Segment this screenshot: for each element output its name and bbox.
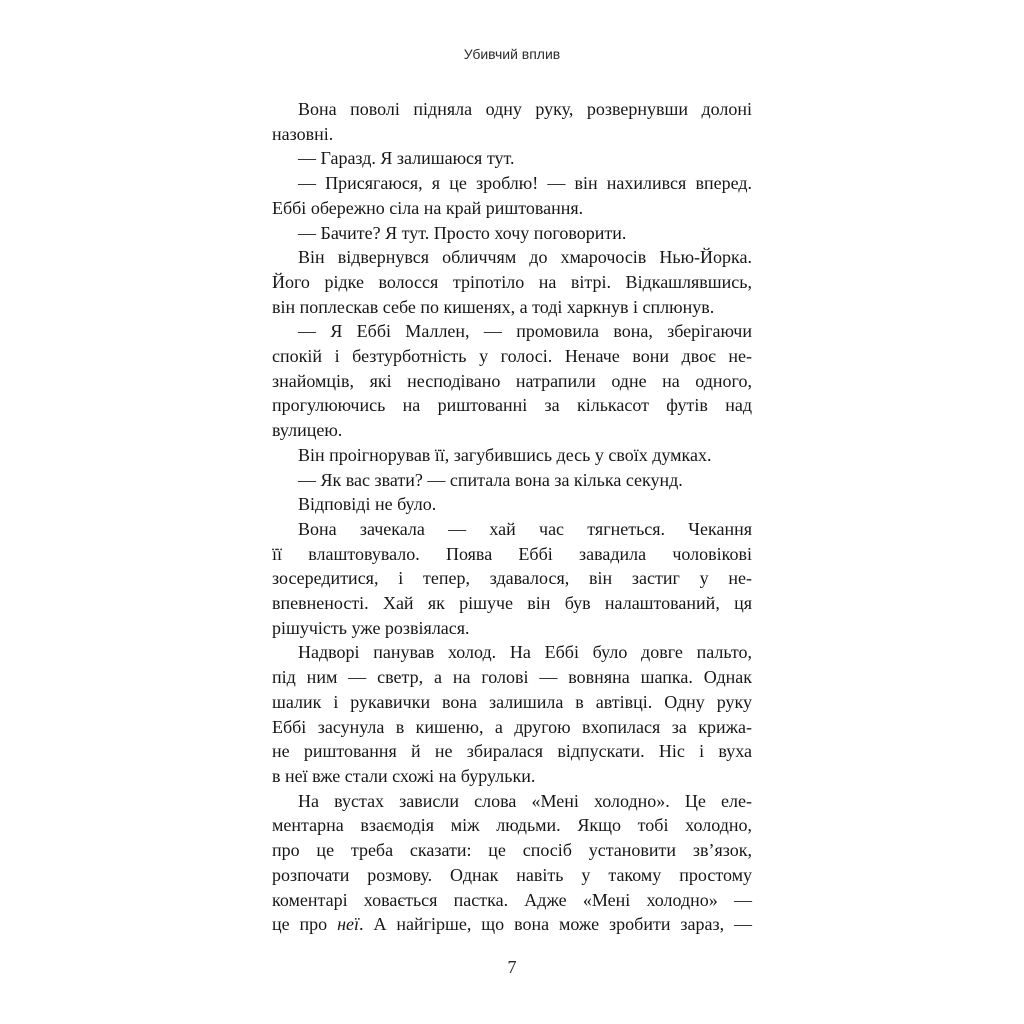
text-line <box>272 715 752 740</box>
text-line <box>272 838 752 863</box>
text-segment: під ним — светр, а на голові — вовняна шапка. Однак <box>272 667 752 688</box>
text-line <box>272 739 752 764</box>
text-line <box>272 888 752 913</box>
text-line <box>272 443 752 468</box>
text-line <box>272 196 752 221</box>
paragraph <box>272 640 752 788</box>
text-line <box>272 789 752 814</box>
text-segment: коментарі ховається пастка. Адже «Мені холодно» — <box>272 889 752 910</box>
text-line <box>272 468 752 493</box>
text-line <box>272 566 752 591</box>
paragraph <box>272 146 752 171</box>
paragraph <box>272 97 752 146</box>
text-segment: в неї вже стали схожі на бурульки. <box>272 765 536 786</box>
text-line <box>272 122 752 147</box>
text-segment: зосередитися, і тепер, здавалося, він застиг у не- <box>272 568 752 589</box>
text-segment: — Я Еббі Маллен, — промовила вона, зберігаючи <box>298 321 752 342</box>
text-segment: . А найгірше, що вона може зробити зараз, — <box>359 914 752 935</box>
text-segment: На вустах зависли слова «Мені холодно». Це еле- <box>298 790 752 811</box>
text-segment: Він проігнорував її, загубившись десь у своїх думках. <box>298 444 712 465</box>
paragraph <box>272 319 752 443</box>
text-line <box>272 616 752 641</box>
text-segment: це про <box>272 914 338 935</box>
text-segment: Еббі обережно сіла на край риштовання. <box>272 197 584 218</box>
text-line <box>272 492 752 517</box>
text-segment: назовні. <box>272 123 334 144</box>
text-segment: Еббі засунула в кишеню, а другою вхопилася за крижа- <box>272 716 752 737</box>
paragraph <box>272 492 752 517</box>
text-segment: — Як вас звати? — спитала вона за кілька секунд. <box>298 469 683 490</box>
text-line <box>272 591 752 616</box>
text-line <box>272 690 752 715</box>
text-segment: — Гаразд. Я залишаюся тут. <box>298 148 515 169</box>
italic-text: неї <box>337 914 360 935</box>
text-segment: Вона зачекала — хай час тягнеться. Чекання <box>298 518 752 539</box>
running-header: Убивчий вплив <box>463 46 561 62</box>
paragraph <box>272 468 752 493</box>
text-line <box>272 665 752 690</box>
text-segment: впевненості. Хай як рішуче він був налаштований, ця <box>272 593 752 614</box>
text-line <box>272 912 752 937</box>
paragraph <box>272 171 752 220</box>
text-line <box>272 221 752 246</box>
text-segment: Його рідке волосся тріпотіло на вітрі. Відкашлявшись, <box>272 271 752 292</box>
text-segment: — Присягаюся, я це зроблю! — він нахилився вперед. <box>298 173 752 194</box>
text-segment: ментарна взаємодія між людьми. Якщо тобі холодно, <box>272 815 752 836</box>
body-text <box>272 97 752 937</box>
text-line <box>272 319 752 344</box>
text-line <box>272 418 752 443</box>
text-line <box>272 813 752 838</box>
paragraph <box>272 789 752 937</box>
text-line <box>272 393 752 418</box>
text-segment: Відповіді не було. <box>298 494 437 515</box>
paragraph <box>272 443 752 468</box>
text-segment: розпочати розмову. Однак навіть у такому простому <box>272 864 752 885</box>
paragraph <box>272 221 752 246</box>
text-line <box>272 344 752 369</box>
text-segment: прогулюючись на риштованні за кількасот футів над <box>272 395 752 416</box>
text-line <box>272 542 752 567</box>
text-segment: Надворі панував холод. На Еббі було довге пальто, <box>298 642 752 663</box>
text-segment: він поплескав себе по кишенях, а тоді харкнув і сплюнув. <box>272 296 715 317</box>
text-line <box>272 295 752 320</box>
text-segment: знайомців, які несподівано натрапили одне на одного, <box>272 370 752 391</box>
text-segment: вулицею. <box>272 420 343 441</box>
text-line <box>272 863 752 888</box>
text-line <box>272 245 752 270</box>
page-number: 7 <box>507 957 517 977</box>
paragraph <box>272 245 752 319</box>
text-line <box>272 171 752 196</box>
text-line <box>272 517 752 542</box>
text-segment: спокій і безтурботність у голосі. Неначе вони двоє не- <box>272 346 752 367</box>
text-segment: не риштовання й не збиралася відпускати. Ніс і вуха <box>272 741 752 762</box>
text-segment: шалик і рукавички вона залишила в автівці. Одну руку <box>272 691 752 712</box>
text-line <box>272 764 752 789</box>
text-segment: про це треба сказати: це спосіб установити зв’язок, <box>272 840 752 861</box>
text-line <box>272 640 752 665</box>
text-segment: — Бачите? Я тут. Просто хочу поговорити. <box>298 222 627 243</box>
text-segment: її влаштовувало. Поява Еббі завадила чоловікові <box>272 543 752 564</box>
text-line <box>272 270 752 295</box>
text-segment: рішучість уже розвіялася. <box>272 617 470 638</box>
text-line <box>272 369 752 394</box>
paragraph <box>272 517 752 641</box>
text-line <box>272 97 752 122</box>
text-segment: Він відвернувся обличчям до хмарочосів Нью-Йорка. <box>298 247 752 268</box>
text-segment: Вона поволі підняла одну руку, розвернувши долоні <box>298 99 752 119</box>
text-line <box>272 146 752 171</box>
